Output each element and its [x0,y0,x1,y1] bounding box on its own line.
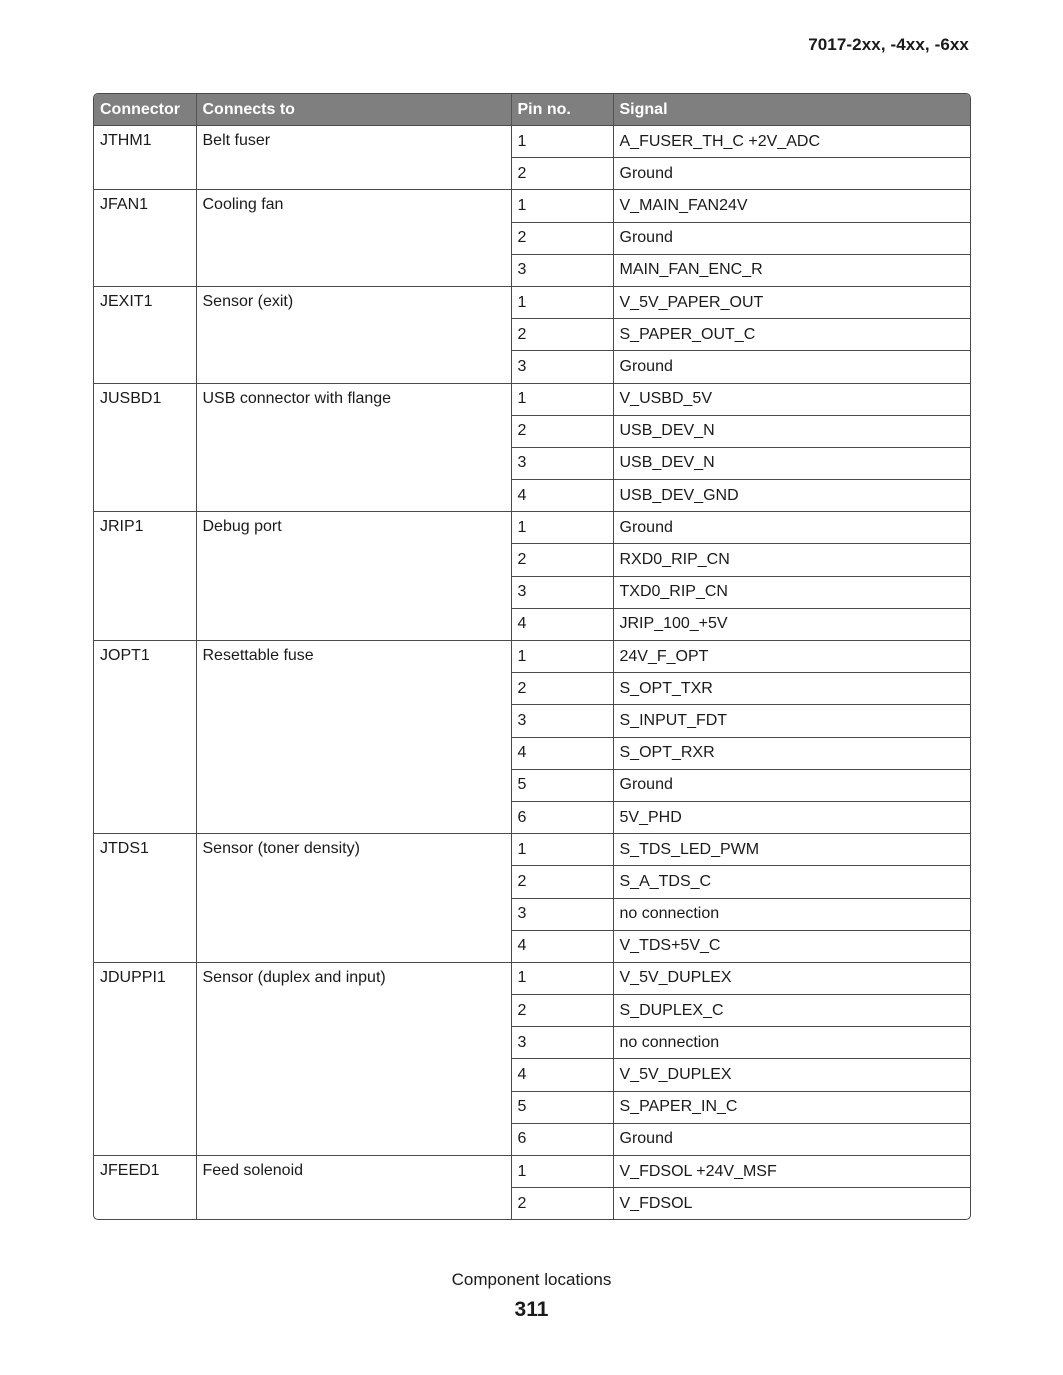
signal-cell: V_MAIN_FAN24V [613,190,970,222]
column-header-signal: Signal [613,94,970,126]
table-row [94,834,970,866]
pin-number-cell: 3 [511,1027,613,1059]
connects-to-cell: Debug port [196,512,511,641]
table-row [94,962,970,994]
pin-number-cell: 3 [511,351,613,383]
pin-number-cell: 2 [511,222,613,254]
pin-number-cell: 1 [511,383,613,415]
pin-number-cell: 1 [511,286,613,318]
table-row [94,126,970,158]
pin-number-cell: 3 [511,576,613,608]
pin-number-cell: 2 [511,866,613,898]
connects-to-cell: Sensor (toner density) [196,834,511,963]
connects-to-cell: Sensor (duplex and input) [196,962,511,1155]
connector-table [94,94,970,1219]
signal-cell: USB_DEV_GND [613,480,970,512]
connector-cell: JDUPPI1 [94,962,196,1155]
connector-cell: JTHM1 [100,132,152,149]
table-body [94,126,970,1220]
signal-cell: S_TDS_LED_PWM [613,834,970,866]
signal-cell: V_TDS+5V_C [613,930,970,962]
pin-number-cell: 2 [511,544,613,576]
pin-number-cell: 1 [511,834,613,866]
connector-table-container [93,93,971,1220]
signal-cell: USB_DEV_N [613,447,970,479]
table-row [94,190,970,222]
connector-cell: JTDS1 [94,834,196,963]
pin-number-cell: 4 [511,480,613,512]
signal-cell: no connection [613,898,970,930]
connector-cell: JOPT1 [94,641,196,834]
pin-number-cell: 4 [511,1059,613,1091]
column-header-connector: Connector [94,94,196,126]
signal-cell: S_OPT_TXR [613,673,970,705]
connector-cell: JRIP1 [94,512,196,641]
connects-to-cell: Cooling fan [196,190,511,287]
pin-number-cell: 1 [511,1156,613,1188]
model-number-header: 7017-2xx, -4xx, -6xx [808,35,969,54]
pin-number-cell: 1 [511,641,613,673]
signal-cell: Ground [613,1123,970,1155]
signal-cell: 24V_F_OPT [613,641,970,673]
section-title: Component locations [451,1270,612,1289]
pin-number-cell: 2 [511,319,613,351]
pin-number-cell: 1 [511,512,613,544]
table-row [94,1156,970,1188]
page-number: 311 [514,1298,549,1321]
pin-number-cell: 2 [511,1188,613,1220]
connector-cell: JFAN1 [94,190,196,287]
connector-cell: JFEED1 [94,1156,196,1220]
connects-to-cell: USB connector with flange [196,383,511,512]
table-row [94,641,970,673]
table-row [94,383,970,415]
signal-cell: Ground [613,769,970,801]
pin-number-cell: 2 [511,415,613,447]
pin-number-cell: 1 [511,962,613,994]
connects-to-cell: Sensor (exit) [196,286,511,383]
connects-to-cell: Feed solenoid [196,1156,511,1220]
signal-cell: no connection [613,1027,970,1059]
connector-cell: JEXIT1 [94,286,196,383]
signal-cell: Ground [613,222,970,254]
pin-number-cell: 5 [511,1091,613,1123]
signal-cell: Ground [613,512,970,544]
table-row [94,512,970,544]
signal-cell: S_INPUT_FDT [613,705,970,737]
column-header-pin-no: Pin no. [511,94,613,126]
signal-cell: S_OPT_RXR [613,737,970,769]
pin-number-cell: 6 [511,801,613,833]
pin-number-cell: 4 [511,930,613,962]
pin-number-cell: 3 [511,705,613,737]
connects-to-cell: Belt fuser [196,126,511,190]
signal-cell: MAIN_FAN_ENC_R [613,254,970,286]
pin-number-cell: 6 [511,1123,613,1155]
signal-cell: JRIP_100_+5V [613,608,970,640]
signal-cell: V_FDSOL +24V_MSF [613,1156,970,1188]
pin-number-cell: 5 [511,769,613,801]
signal-cell: S_A_TDS_C [613,866,970,898]
signal-cell: V_5V_DUPLEX [613,1059,970,1091]
signal-cell: USB_DEV_N [613,415,970,447]
signal-cell: RXD0_RIP_CN [613,544,970,576]
pin-number-cell: 3 [511,254,613,286]
pin-number-cell: 4 [511,608,613,640]
pin-number-cell: 2 [511,995,613,1027]
signal-cell: V_5V_DUPLEX [613,962,970,994]
table-header [94,94,970,126]
signal-cell: TXD0_RIP_CN [613,576,970,608]
connector-cell: JUSBD1 [94,383,196,512]
column-header-connects-to: Connects to [196,94,511,126]
signal-cell: Ground [613,351,970,383]
pin-number-cell: 3 [511,447,613,479]
table-header-row [94,94,970,126]
pin-number-cell: 1 [511,190,613,222]
signal-cell: S_PAPER_OUT_C [613,319,970,351]
signal-cell: S_PAPER_IN_C [613,1091,970,1123]
table-row [94,286,970,318]
pin-number-cell: 2 [511,673,613,705]
signal-cell: 5V_PHD [613,801,970,833]
pin-number-cell: 3 [511,898,613,930]
pin-number-cell: 1 [511,126,613,158]
signal-cell: V_USBD_5V [613,383,970,415]
pin-number-cell: 2 [511,158,613,190]
signal-cell: V_5V_PAPER_OUT [613,286,970,318]
connects-to-cell: Resettable fuse [196,641,511,834]
signal-cell: S_DUPLEX_C [613,995,970,1027]
signal-cell: A_FUSER_TH_C +2V_ADC [613,126,970,158]
signal-cell: V_FDSOL [613,1188,970,1220]
pin-number-cell: 4 [511,737,613,769]
signal-cell: Ground [613,158,970,190]
